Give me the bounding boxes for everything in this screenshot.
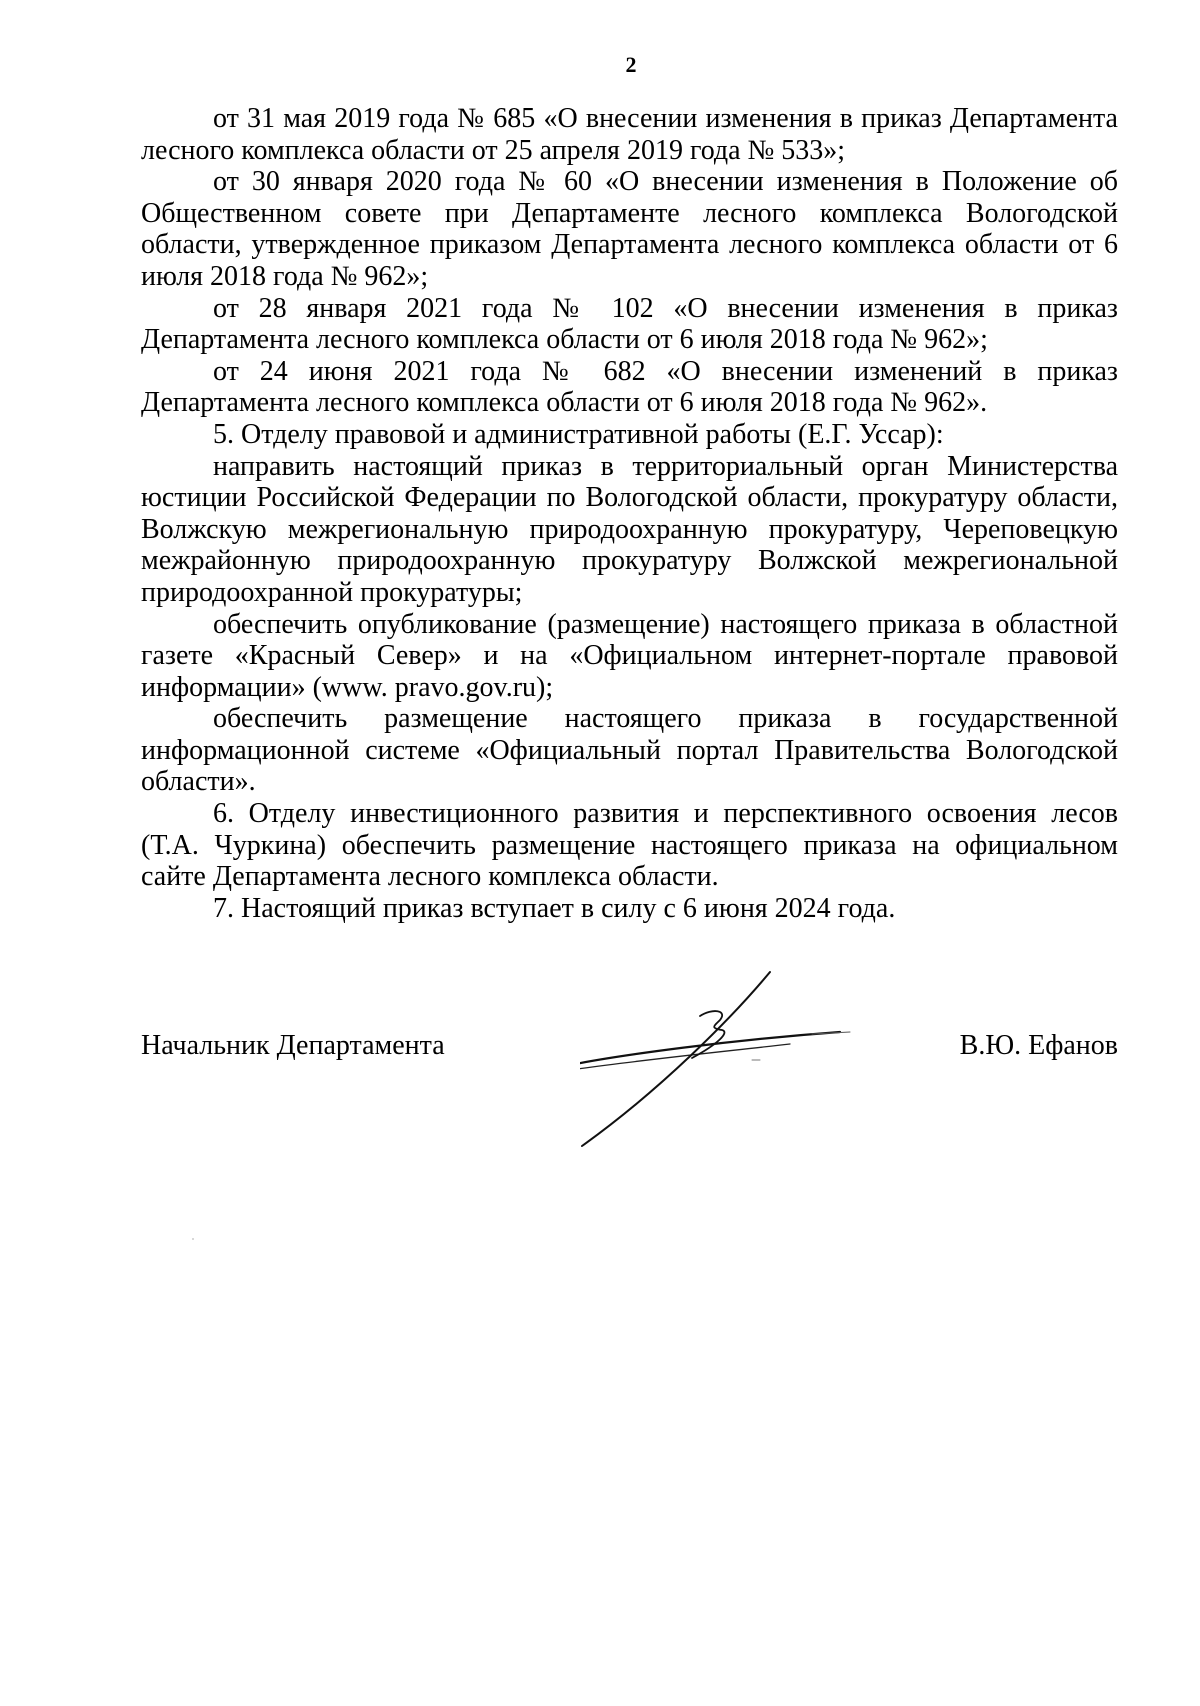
paragraph-item-5-publish: обеспечить опубликование (размещение) настоящего приказа в областной газете «Красный Север» и на «Официальном интернет-портале правовой информации» (www. pravo.gov.ru);	[141, 608, 1118, 703]
page-number: 2	[625, 52, 637, 77]
paragraph-item-5-send: направить настоящий приказ в территориальный орган Министерства юстиции Российской Федерации по Вологодской области, прокуратуру области, Волжскую межрегиональную природоохранную прокуратуру, Череповецкую межрайонную природоохранную прокуратуру Волжской межрегиональной природоохранной прокуратуры;	[141, 450, 1118, 608]
paragraph-amendment-jan-2021: от 28 января 2021 года № 102 «О внесении изменения в приказ Департамента лесного комплекса области от 6 июля 2018 года № 962»;	[141, 292, 1118, 356]
signatory-name: В.Ю. Ефанов	[959, 1030, 1118, 1061]
paragraph-item-6: 6. Отделу инвестиционного развития и перспективного освоения лесов (Т.А. Чуркина) обеспечить размещение настоящего приказа на официальном сайте Департамента лесного комплекса области.	[141, 798, 1118, 893]
scan-speck	[192, 1238, 194, 1240]
paragraph-amendment-jun-2021: от 24 июня 2021 года № 682 «О внесении изменений в приказ Департамента лесного комплекса области от 6 июля 2018 года № 962».	[141, 355, 1118, 419]
paragraph-item-7: 7. Настоящий приказ вступает в силу с 6 июня 2024 года.	[213, 892, 896, 924]
paragraph-amendment-2019: от 31 мая 2019 года № 685 «О внесении изменения в приказ Департамента лесного комплекса области от 25 апреля 2019 года № 533»;	[141, 103, 1118, 166]
paragraph-amendment-2020: от 30 января 2020 года № 60 «О внесении изменения в Положение об Общественном совете при Департаменте лесного комплекса Вологодской области, утвержденное приказом Департамента лесного комплекса области от 6 июля 2018 года № 962»;	[141, 166, 1118, 292]
paragraph-item-5: 5. Отделу правовой и административной работы (Е.Г. Уссар):	[213, 418, 944, 450]
signatory-position: Начальник Департамента	[141, 1030, 445, 1061]
document-body	[141, 103, 1118, 924]
paragraph-item-5-portal: обеспечить размещение настоящего приказа в государственной информационной системе «Официальный портал Правительства Вологодской области».	[141, 703, 1118, 798]
handwritten-signature	[580, 960, 880, 1150]
